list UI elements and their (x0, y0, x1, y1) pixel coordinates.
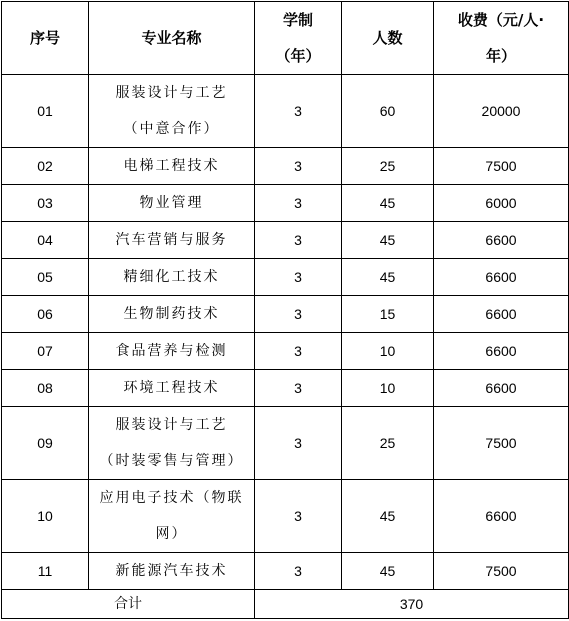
header-years-line1: 学制 (282, 11, 313, 29)
row-years: 3 (255, 148, 342, 185)
row-major: 新能源汽车技术 (89, 553, 255, 590)
row-index: 10 (2, 480, 89, 553)
row-major: 精细化工技术 (89, 259, 255, 296)
table-row (2, 75, 569, 148)
row-index: 04 (2, 222, 89, 259)
row-major: 食品营养与检测 (89, 333, 255, 370)
row-index: 03 (2, 185, 89, 222)
enrollment-table (1, 1, 569, 619)
row-fee: 6000 (434, 185, 569, 222)
total-row (2, 590, 569, 619)
row-major: 物业管理 (89, 185, 255, 222)
row-years: 3 (255, 259, 342, 296)
header-count: 人数 (342, 2, 434, 75)
row-index: 11 (2, 553, 89, 590)
row-years: 3 (255, 185, 342, 222)
row-major-line2: （中意合作） (123, 121, 220, 137)
table-row (2, 296, 569, 333)
row-years: 3 (255, 222, 342, 259)
table-row (2, 333, 569, 370)
row-major (89, 480, 255, 553)
header-years-line2: （年） (275, 47, 321, 65)
row-count: 10 (342, 370, 434, 407)
row-major-line1: 应用电子技术（物联 (99, 490, 244, 506)
table-row (2, 480, 569, 553)
header-major: 专业名称 (89, 2, 255, 75)
row-major-line2: 网） (155, 526, 188, 542)
row-years: 3 (255, 333, 342, 370)
table-row (2, 185, 569, 222)
row-count: 10 (342, 333, 434, 370)
row-index: 08 (2, 370, 89, 407)
table-header-row (2, 2, 569, 75)
row-years: 3 (255, 296, 342, 333)
row-fee: 6600 (434, 480, 569, 553)
row-index: 02 (2, 148, 89, 185)
row-years: 3 (255, 553, 342, 590)
table-row (2, 370, 569, 407)
row-fee: 6600 (434, 259, 569, 296)
row-count: 15 (342, 296, 434, 333)
table-row (2, 259, 569, 296)
header-index: 序号 (2, 2, 89, 75)
row-count: 45 (342, 185, 434, 222)
header-fee-line1: 收费（元/人· (457, 11, 545, 29)
row-major-line1: 服装设计与工艺 (115, 85, 228, 101)
row-major-line1: 服装设计与工艺 (115, 417, 228, 433)
row-major (89, 75, 255, 148)
table-row (2, 222, 569, 259)
row-count: 25 (342, 407, 434, 480)
total-label: 合计 (2, 590, 255, 619)
total-value: 370 (255, 590, 569, 619)
row-fee: 7500 (434, 407, 569, 480)
header-years (255, 2, 342, 75)
row-years: 3 (255, 407, 342, 480)
row-major: 生物制药技术 (89, 296, 255, 333)
header-fee-line2: 年） (485, 47, 516, 65)
row-years: 3 (255, 75, 342, 148)
row-index: 05 (2, 259, 89, 296)
row-index: 06 (2, 296, 89, 333)
row-major: 环境工程技术 (89, 370, 255, 407)
row-count: 25 (342, 148, 434, 185)
row-count: 60 (342, 75, 434, 148)
row-years: 3 (255, 480, 342, 553)
header-fee (434, 2, 569, 75)
row-fee: 6600 (434, 296, 569, 333)
row-index: 09 (2, 407, 89, 480)
row-count: 45 (342, 222, 434, 259)
row-fee: 6600 (434, 222, 569, 259)
row-major: 电梯工程技术 (89, 148, 255, 185)
row-index: 07 (2, 333, 89, 370)
table-row (2, 553, 569, 590)
row-count: 45 (342, 553, 434, 590)
row-index: 01 (2, 75, 89, 148)
row-major: 汽车营销与服务 (89, 222, 255, 259)
row-fee: 7500 (434, 553, 569, 590)
row-count: 45 (342, 480, 434, 553)
row-fee: 6600 (434, 333, 569, 370)
row-count: 45 (342, 259, 434, 296)
table-row (2, 148, 569, 185)
table-row (2, 407, 569, 480)
row-fee: 7500 (434, 148, 569, 185)
row-major-line2: （时装零售与管理） (99, 453, 244, 469)
row-fee: 20000 (434, 75, 569, 148)
row-years: 3 (255, 370, 342, 407)
row-major (89, 407, 255, 480)
row-fee: 6600 (434, 370, 569, 407)
